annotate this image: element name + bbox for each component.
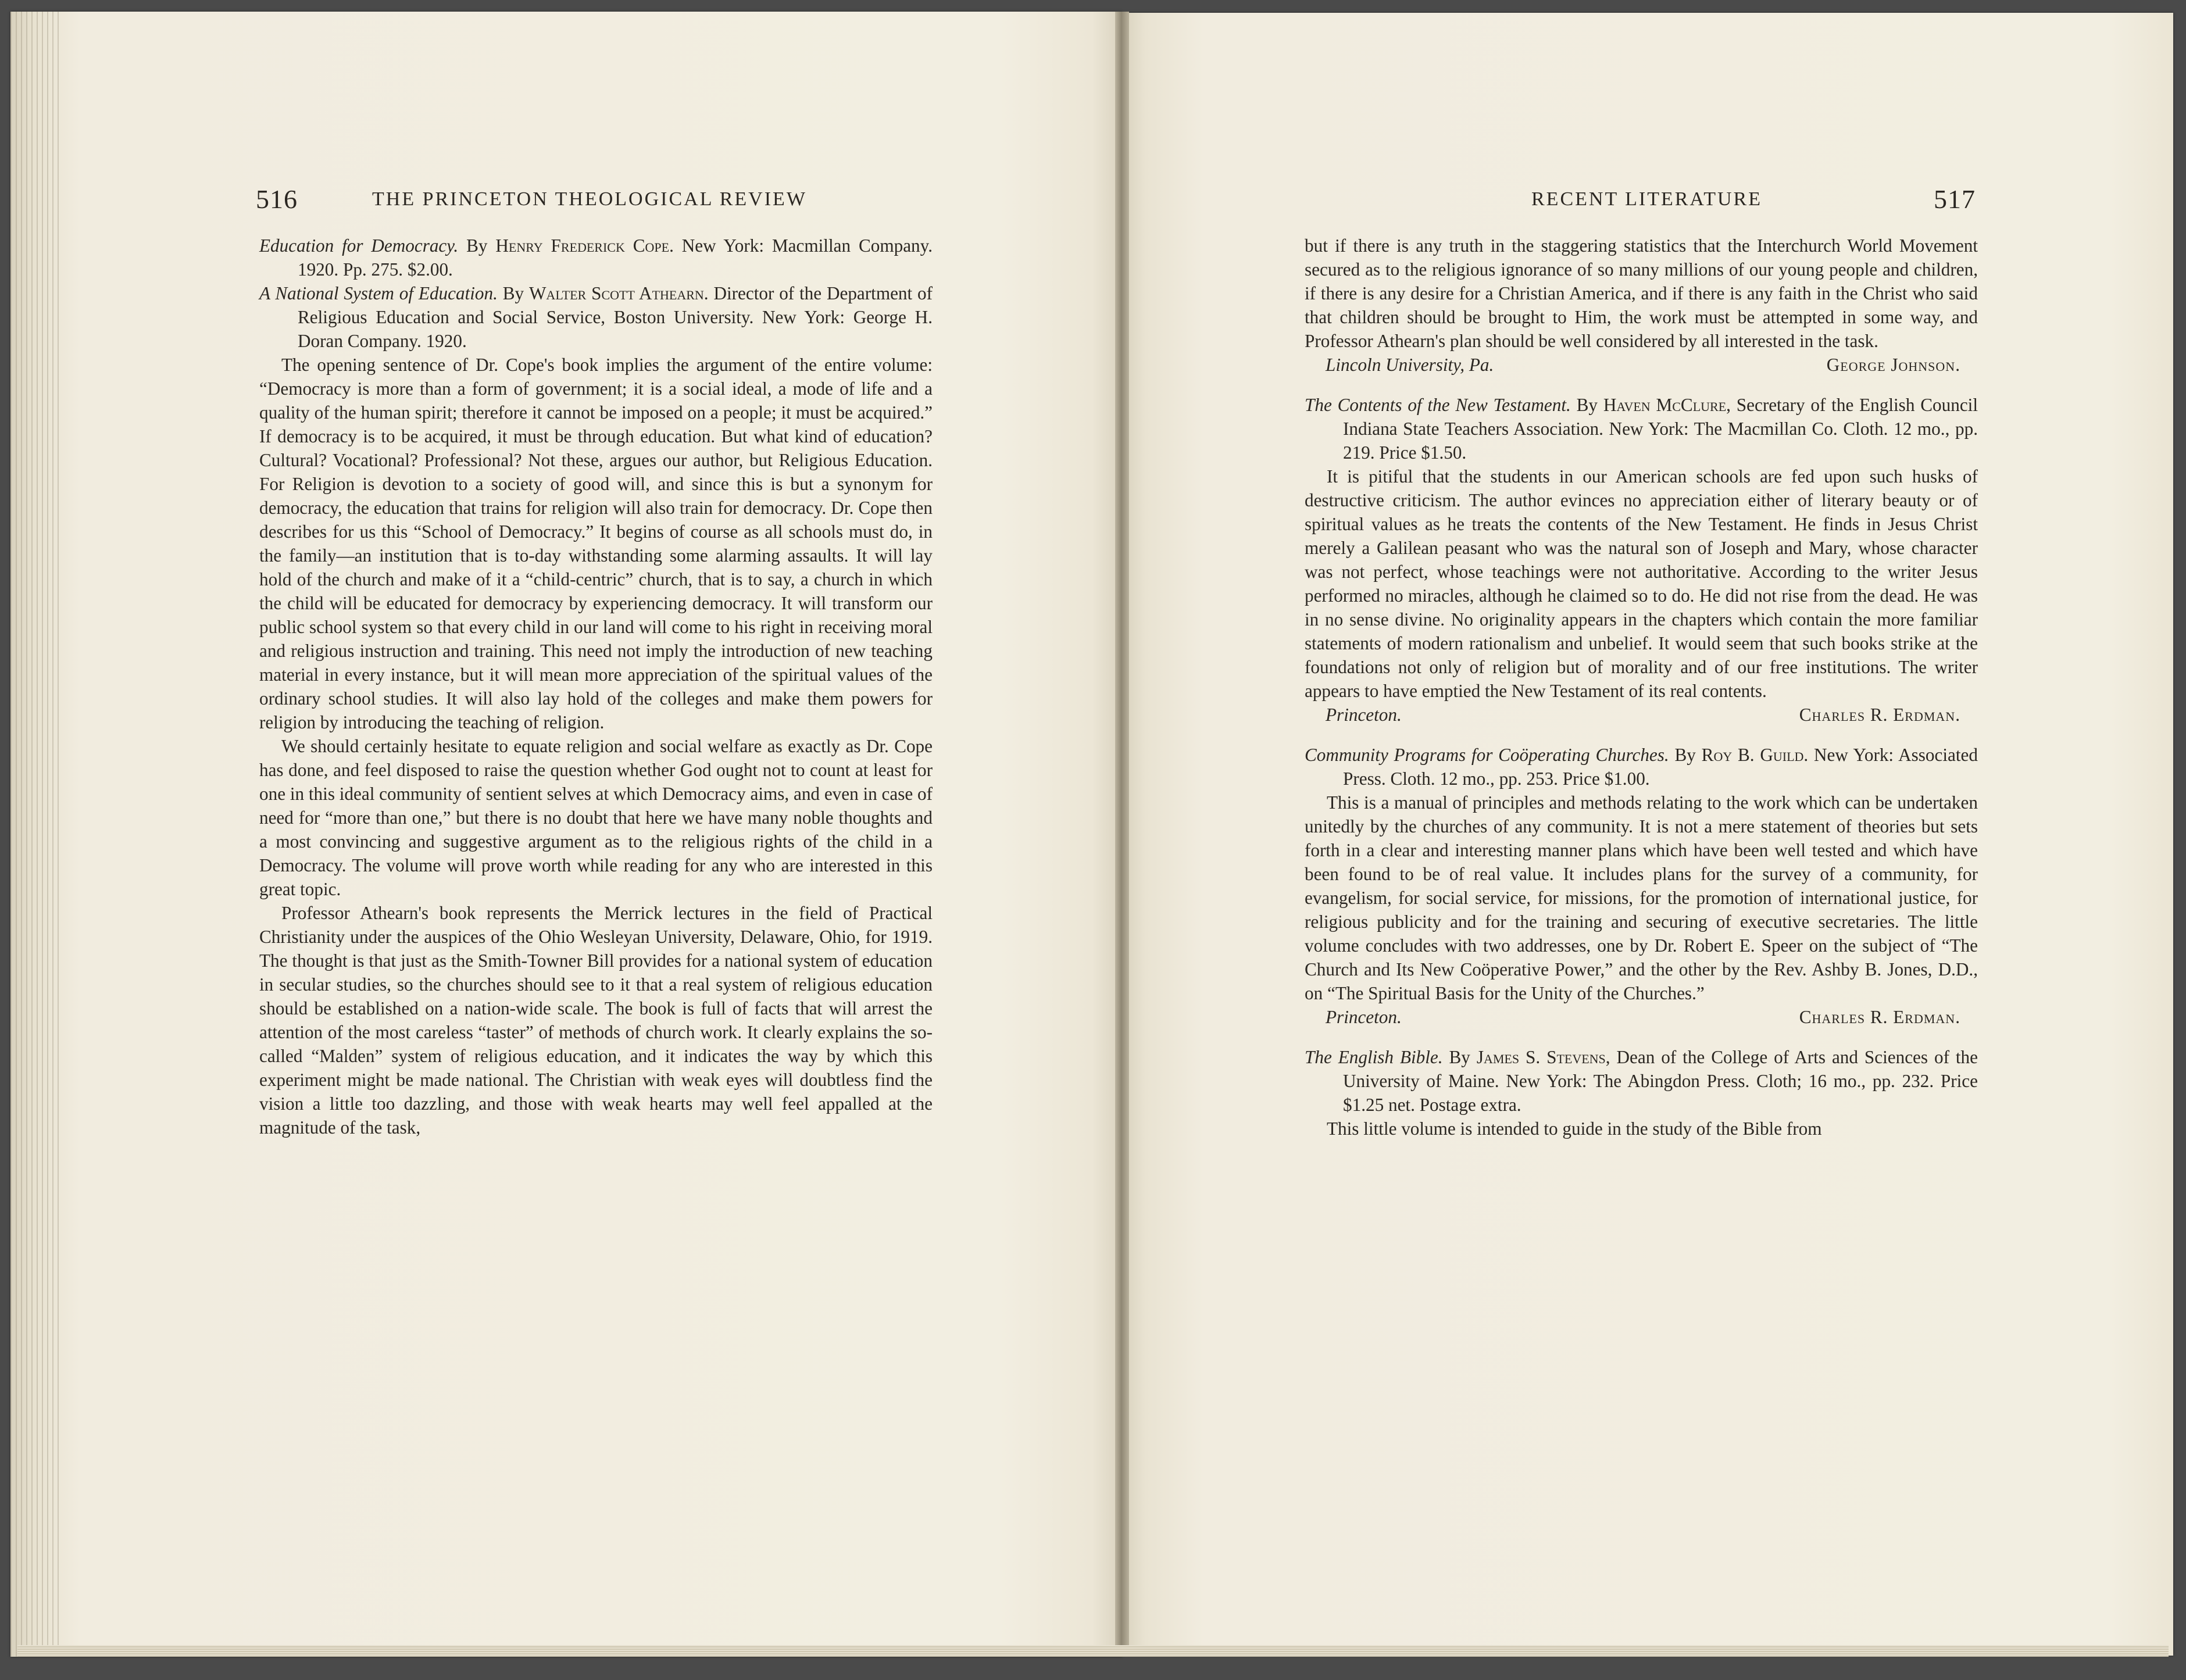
left-text-column bbox=[259, 234, 933, 1139]
right-running-head: RECENT LITERATURE bbox=[1531, 188, 1762, 210]
book-author: Roy B. Guild bbox=[1701, 745, 1804, 765]
book-author: Haven McClure bbox=[1603, 395, 1727, 415]
review-paragraph bbox=[259, 901, 933, 1139]
book-author: Henry Frederick Cope bbox=[495, 235, 670, 256]
book-title: Community Programs for Coöperating Churches. bbox=[1305, 745, 1669, 765]
book-title: Education for Democracy. bbox=[259, 235, 459, 256]
left-page-number: 516 bbox=[256, 184, 298, 214]
reviewer-name: Charles R. Erdman. bbox=[1799, 705, 1960, 725]
page-edges bbox=[10, 12, 63, 1657]
review-entry-heading bbox=[1305, 393, 1978, 464]
paragraph-text: We should certainly hesitate to equate religion and social welfare as exactly as Dr. Cope has done, and feel disposed to raise the question whether God ought not to count at least for one in this ideal community of sentient selves at which Democracy aims, and even in case of need for “more than one,” but there is no doubt that here we have many noble thoughts and a most convincing and suggestive argument as to the religious rights of the child in a Democracy. The volume will prove worth while reading for any who are interested in this great topic. bbox=[259, 736, 933, 899]
book-title: The English Bible. bbox=[1305, 1047, 1443, 1067]
entry-text: By bbox=[497, 283, 529, 303]
entry-details: . New York: Associated Press. Cloth. 12 mo., pp. 253. Price $1.00. bbox=[1343, 745, 1978, 789]
review-entry-heading bbox=[259, 234, 933, 281]
review-entry-heading bbox=[259, 281, 933, 353]
paragraph-text: but if there is any truth in the staggering statistics that the Interchurch World Movement secured as to the religious ignorance of so many millions of our young people and children, if there is any desire for a Christian America, and if there is any faith in the Christ who said that children should be brought to Him, the work must be attempted in some way, and Professor Athearn's plan should be well considered by all interested in the task. bbox=[1305, 235, 1978, 351]
reviewer-signature bbox=[1305, 1005, 1978, 1029]
paragraph-text: This little volume is intended to guide in the study of the Bible from bbox=[1327, 1118, 1822, 1139]
entry-details: . New York: Macmillan Company. 1920. Pp. 275. $2.00. bbox=[298, 235, 933, 280]
paragraph-text: It is pitiful that the students in our American schools are fed upon such husks of destructive criticism. The author evinces no appreciation either of literary beauty or of spiritual values as he treats the contents of the New Testament. He finds in Jesus Christ merely a Galilean peasant who was the natural son of Joseph and Mary, whose character was not perfect, whose teachings were not authoritative. According to the writer Jesus performed no miracles, although he claimed so to do. He did not rise from the dead. He was in no sense divine. No originality appears in the chapters which contain the more familiar statements of modern rationalism and unbelief. It would seem that such books strike at the foundations not only of religion but of morality and of our free institutions. The writer appears to have emptied the New Testament of its real contents. bbox=[1305, 466, 1978, 701]
review-paragraph bbox=[1305, 791, 1978, 1005]
review-entry-heading bbox=[1305, 1045, 1978, 1117]
review-paragraph bbox=[259, 353, 933, 734]
right-page-number: 517 bbox=[1934, 184, 1976, 214]
book-gutter bbox=[1115, 12, 1129, 1657]
paragraph-text: Professor Athearn's book represents the Merrick lectures in the field of Practical Christianity under the auspices of the Ohio Wesleyan University, Delaware, Ohio, for 1919. The thought is that just as the Smith-Towner Bill provides for a national system of education in secular studies, so the churches should see to it that a real system of religious education should be established on a nation-wide scale. The book is full of facts that will arrest the attention of the most careless “taster” of methods of church work. It clearly explains the so-called “Malden” system of religious education, and it indicates the way by which this experiment might be made national. The Christian with weak eyes will doubtless find the vision a little too dazzling, and those with weak hearts may well feel appalled at the magnitude of the task, bbox=[259, 903, 933, 1138]
left-running-head: THE PRINCETON THEOLOGICAL REVIEW bbox=[372, 188, 807, 210]
book-title: A National System of Education. bbox=[259, 283, 498, 303]
reviewer-signature bbox=[1305, 353, 1978, 377]
review-paragraph bbox=[1305, 1117, 1978, 1141]
entry-text: By bbox=[458, 235, 496, 256]
entry-text: By bbox=[1442, 1047, 1477, 1067]
entry-details: . Director of the Department of Religious Education and Social Service, Boston University. New York: George H. Doran Company. 1920. bbox=[298, 283, 933, 351]
review-paragraph bbox=[1305, 234, 1978, 353]
entry-text: By bbox=[1570, 395, 1603, 415]
book-author: Walter Scott Athearn bbox=[529, 283, 704, 303]
reviewer-name: George Johnson. bbox=[1826, 355, 1960, 375]
review-paragraph bbox=[1305, 464, 1978, 703]
reviewer-place: Princeton. bbox=[1326, 705, 1402, 725]
book-title: The Contents of the New Testament. bbox=[1305, 395, 1571, 415]
reviewer-place: Lincoln University, Pa. bbox=[1326, 355, 1494, 375]
review-paragraph bbox=[259, 734, 933, 901]
paragraph-text: The opening sentence of Dr. Cope's book implies the argument of the entire volume: “Democracy is more than a form of government; it is a social ideal, a mode of life and a quality of the human spirit; therefore it cannot be imposed on a people; it must be acquired.” If democracy is to be acquired, it must be through education. But what kind of education? Cultural? Vocational? Professional? Not these, argues our author, but Religious Education. For Religion is devotion to a society of good will, and since this is but a synonym for democracy, the education that trains for religion will also train for democracy. Dr. Cope then describes for us this “School of Democracy.” It begins of course as all schools must do, in the family—an institution that is to-day withstanding some alarming assaults. It will lay hold of the church and make of it a “child-centric” church, that is to say, a church in which the child will be educated for democracy by experiencing democracy. It will transform our public school system so that every child in our land will come to his right in receiving moral and religious instruction and training. This need not imply the introduction of new teaching material in every instance, but it will mean more appreciation of the spiritual values of the ordinary school studies. It will also lay hold of the colleges and make them powers for religion by introducing the teaching of religion. bbox=[259, 355, 933, 732]
review-entry-heading bbox=[1305, 743, 1978, 791]
page-bottom-edges bbox=[17, 1645, 2169, 1657]
entry-text: By bbox=[1669, 745, 1702, 765]
right-text-column bbox=[1305, 234, 1978, 1141]
paragraph-text: This is a manual of principles and methods relating to the work which can be undertaken unitedly by the churches of any community. It is not a mere statement of theories but sets forth in a clear and interesting manner plans which have been well tested and which have been found to be of real value. It includes plans for the survey of a community, for evangelism, for social service, for missions, for the promotion of international justice, for religious publicity and for the training and securing of executive secretaries. The little volume concludes with two addresses, one by Dr. Robert E. Speer on the subject of “The Church and Its New Coöperative Power,” and the other by the Rev. Ashby B. Jones, D.D., on “The Spiritual Basis for the Unity of the Churches.” bbox=[1305, 792, 1978, 1003]
book-author: James S. Stevens bbox=[1476, 1047, 1606, 1067]
entry-details: , Secretary of the English Council Indiana State Teachers Association. New York: The Macmillan Co. Cloth. 12 mo., pp. 219. Price $1.50. bbox=[1343, 395, 1978, 463]
entry-details: , Dean of the College of Arts and Sciences of the University of Maine. New York: The Abingdon Press. Cloth; 16 mo., pp. 232. Price $1.25 net. Postage extra. bbox=[1343, 1047, 1978, 1115]
reviewer-name: Charles R. Erdman. bbox=[1799, 1007, 1960, 1027]
reviewer-signature bbox=[1305, 703, 1978, 727]
reviewer-place: Princeton. bbox=[1326, 1007, 1402, 1027]
